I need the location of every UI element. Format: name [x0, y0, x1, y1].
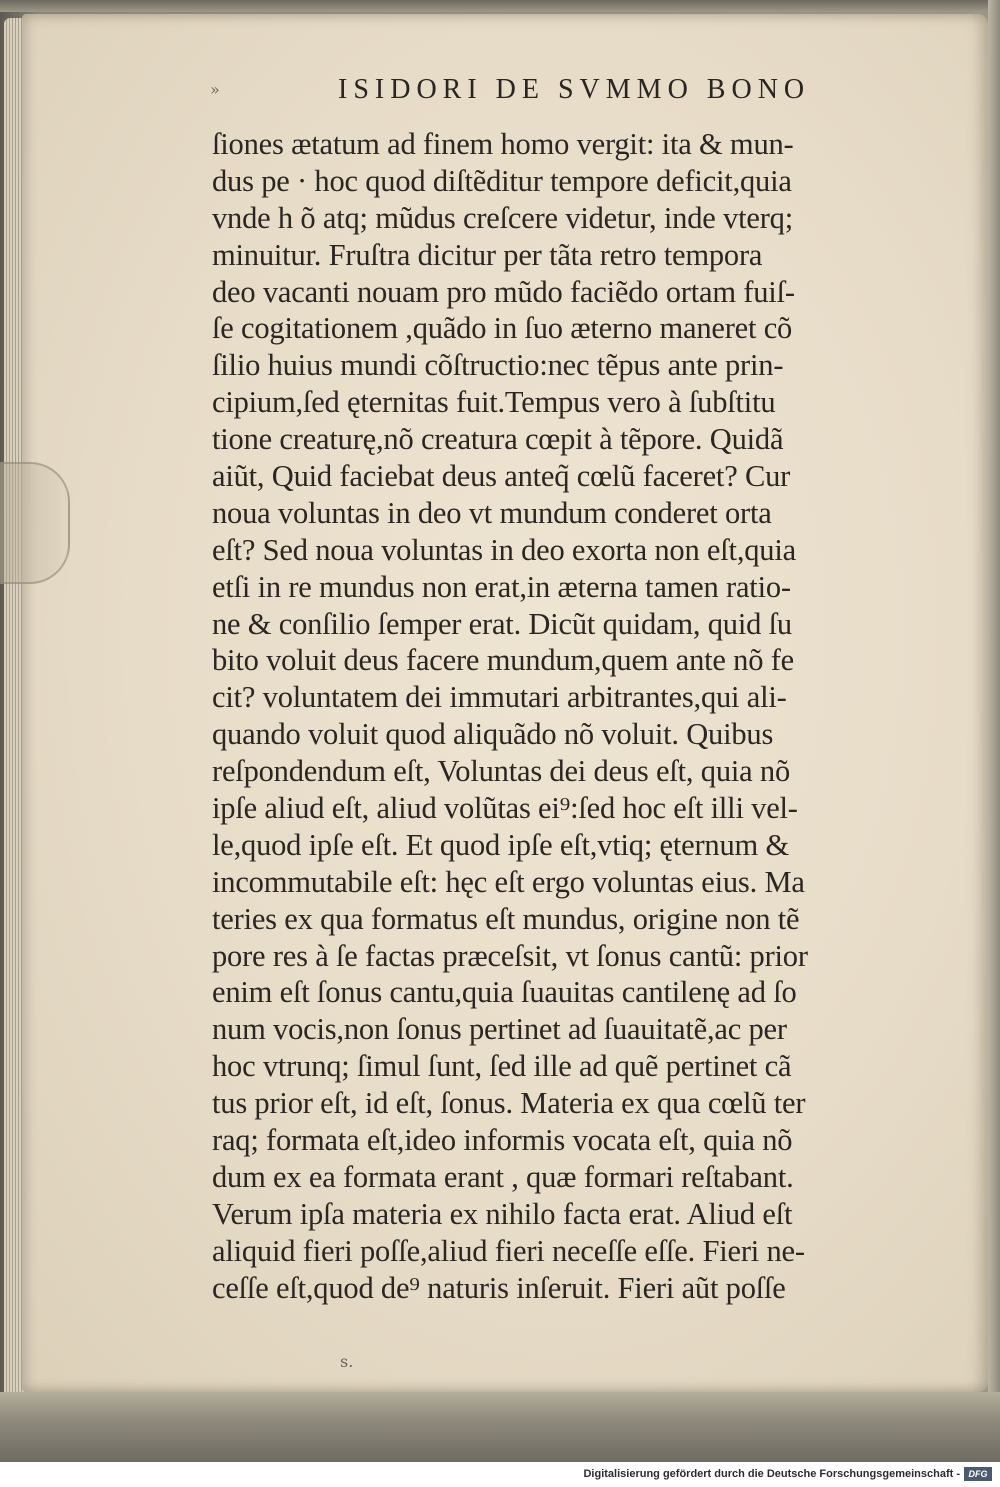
text-line: teries ex qua formatus eſt mundus, origine non tẽ [212, 901, 800, 936]
text-line: enim eſt ſonus cantu,quia ſuauitas cantilenę ad ſo [212, 975, 797, 1010]
text-line: ne & conſilio ſemper erat. Dicũt quidam, quid ſu [212, 606, 792, 641]
text-line: aliquid fieri poſſe,aliud fieri neceſſe eſſe. Fieri ne- [212, 1233, 805, 1268]
bookmark-tab [0, 462, 70, 584]
text-line: tus prior eſt, id eſt, ſonus. Materia ex qua cœlũ ter [212, 1086, 806, 1121]
signature-mark: s. [340, 1352, 354, 1371]
running-head: ISIDORI DE SVMMO BONO [338, 74, 811, 105]
text-line: tione creaturę,nõ creatura cœpit à tẽpore. Quidã [212, 422, 784, 457]
text-line: bito voluit deus facere mundum,quem ante nõ fe [212, 643, 794, 678]
text-line: aiũt, Quid faciebat deus anteq̃ cœlũ faceret? Cur [212, 459, 791, 494]
text-line: ſilio huius mundi cõſtructio:nec tẽpus ante prin- [212, 348, 784, 383]
folio-mark: » [210, 80, 220, 99]
text-line: incommutabile eſt: hęc eſt ergo voluntas eius. Ma [212, 864, 805, 899]
text-line: le,quod ipſe eſt. Et quod ipſe eſt,vtiq; ęternum & [212, 827, 790, 862]
dfg-logo: DFG [964, 1467, 992, 1481]
text-line: vnde h õ atq; mũdus creſcere videtur, inde vterq; [212, 200, 793, 235]
book-cover-bottom-edge [0, 1392, 1000, 1462]
digitization-credit: Digitalisierung gefördert durch die Deutsche Forschungsgemeinschaft - [583, 1468, 960, 1480]
text-line: cipium,ſed ęternitas fuit.Tempus vero à ſubſtitu [212, 385, 776, 420]
text-line: ſiones ætatum ad finem homo vergit: ita & mun- [212, 127, 794, 161]
text-line: ipſe aliud eſt, aliud volũtas ei⁹:ſed hoc eſt illi vel- [212, 791, 798, 826]
text-line: hoc vtrunq; ſimul ſunt, ſed ille ad quẽ pertinet cã [212, 1049, 792, 1084]
text-line: reſpondendum eſt, Voluntas dei deus eſt, quia nõ [212, 754, 791, 789]
book-cover-top-edge [0, 0, 1000, 12]
text-line: ceſſe eſt,quod de⁹ naturis inſeruit. Fieri aũt poſſe [212, 1270, 786, 1305]
text-line: minuitur. Fruſtra dicitur per tãta retro tempora [212, 237, 763, 272]
text-line: ſe cogitationem ,quãdo in ſuo æterno maneret cõ [212, 311, 793, 346]
text-line: pore res à ſe factas præceſsit, vt ſonus cantũ: prior [212, 938, 808, 973]
text-block [212, 126, 952, 1307]
text-line: cit? voluntatem dei immutari arbitrantes,qui ali- [212, 680, 787, 715]
book-cover-right-edge [988, 0, 1000, 1460]
text-line: dum ex ea formata erant , quæ formari reſtabant. [212, 1159, 794, 1194]
text-line: noua voluntas in deo vt mundum conderet orta [212, 495, 772, 530]
text-line: deo vacanti nouam pro mũdo faciẽdo ortam fuiſ- [212, 274, 795, 309]
text-line: eſt? Sed noua voluntas in deo exorta non eſt,quia [212, 532, 796, 567]
text-line: num vocis,non ſonus pertinet ad ſuauitatẽ,ac per [212, 1012, 787, 1047]
text-line: quando voluit quod aliquãdo nõ voluit. Quibus [212, 717, 774, 752]
text-line: dus pe · hoc quod diſtẽditur tempore deficit,quia [212, 163, 792, 198]
text-line: etſi in re mundus non erat,in æterna tamen ratio- [212, 569, 791, 604]
text-line: raq; formata eſt,ideo informis vocata eſt, quia nõ [212, 1123, 793, 1158]
text-line: Verum ipſa materia ex nihilo facta erat. Aliud eſt [212, 1196, 793, 1231]
